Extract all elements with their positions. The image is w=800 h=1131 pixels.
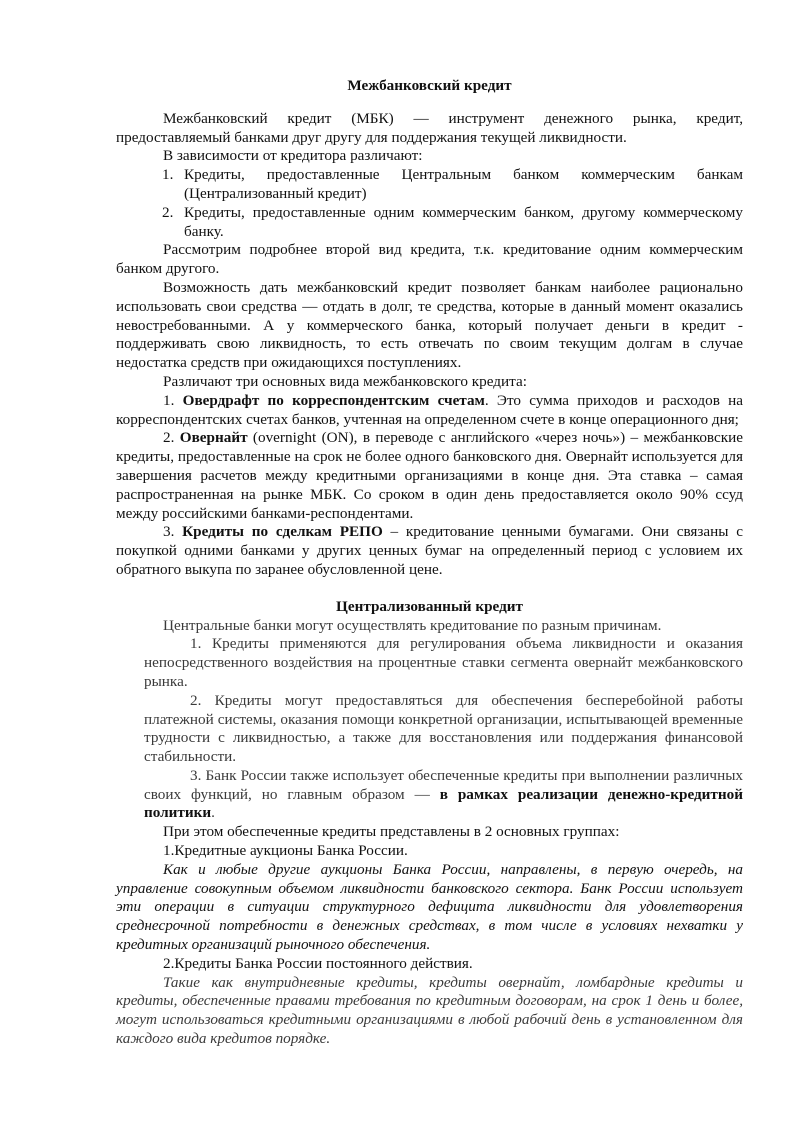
paragraph-definition: Межбанковский кредит (МБК) — инструмент денежного рынка, кредит, предоставляемый банками друг другу для поддержания текущей ликвидности. (116, 109, 743, 146)
list-item-text: Кредиты, предоставленные одним коммерческим банком, другому коммерческому банку. (184, 203, 743, 240)
type-name: Овернайт (179, 429, 248, 447)
list-item (162, 203, 743, 242)
central-reason-1: 1. Кредиты применяются для регулирования объема ликвидности и оказания непосредственного воздействия на процентные ставки сегмента овернайт межбанковского рынка. (144, 635, 743, 690)
document-title: Межбанковский кредит (347, 77, 512, 94)
paragraph-three-types: Различают три основных вида межбанковского кредита: (163, 372, 527, 390)
type-description: – кредитование ценными бумагами. Они связаны с покупкой одними банками у других ценных бумаг на определенный период с условием их обратного выкупа по заранее обусловленной цене. (116, 523, 744, 578)
list-item-number: 2. (162, 203, 174, 221)
paragraph-second-type: Рассмотрим подробнее второй вид кредита, т.к. кредитование одним коммерческим банком другого. (116, 241, 743, 278)
type-number: 3. (163, 523, 175, 541)
list-item-number: 1. (162, 166, 174, 184)
paragraph-group-2-heading: 2.Кредиты Банка России постоянного действия. (163, 954, 473, 972)
bold-phrase: в рамках реализации денежно-кредитной политики (144, 785, 743, 822)
type-name: Кредиты по сделкам РЕПО (182, 523, 383, 541)
paragraph-group-1-text: Как и любые другие аукционы Банка России, направлены, в первую очередь, на управление совокупным объемом ликвидности банковского сектора. Банк России использует эти операции в ситуации структурного дефицита ликвидности для удовлетворения среднесрочной потребности в денежных средствах, в том числе в условиях нехватки у кредитных организаций рыночного обеспечения. (116, 860, 743, 954)
list-item (162, 166, 743, 204)
central-reasons-list (116, 635, 743, 823)
creditor-list (116, 166, 743, 241)
type-description: (overnight (ON), в переводе с английского «через ночь») – межбанковские кредиты, предоставленные на срок не более одного банковского дня. Овернайт используется для завершения расчетов между кредитными организациями в конце дня. Эта ставка – самая распространенная на рынке МБК. Со сроком в один день предоставляется около 90% ссуд между российскими банками-респондентами. (116, 429, 744, 522)
paragraph-group-2-text: Такие как внутридневные кредиты, кредиты овернайт, ломбардные кредиты и кредиты, обеспеченные правами требования по кредитным договорам, на срок 1 день и более, могут использоваться кредитными организациями в любой рабочий день в установленном для каждого вида кредитов порядке. (116, 973, 743, 1048)
paragraph-possibility: Возможность дать межбанковский кредит позволяет банкам наиболее рационально использовать свои средства — отдать в долг, те средства, которые в данный момент оказались невостребованными. А у коммерческого банка, который получает деньги в кредит - поддерживать свою ликвидность, то есть отвечать по своим текущим долгам в случае недостатка средств при ожидающихся поступлениях. (116, 278, 743, 372)
type-description: . Это сумма приходов и расходов на корреспондентских счетах банков, учтенная на определенном счете в конце операционного дня; (116, 391, 743, 428)
list-item-text: Кредиты, предоставленные Центральным банком коммерческим банкам (Централизованный кредит) (184, 166, 743, 202)
type-number: 2. (163, 429, 175, 447)
document-page (116, 77, 743, 1049)
paragraph-overnight (116, 429, 743, 523)
central-reason-3: 3. Банк России также использует обеспеченные кредиты при выполнении различных своих функций, но главным образом — в рамках реализации денежно-кредитной политики. (144, 766, 743, 822)
paragraph-central-reasons: Центральные банки могут осуществлять кредитование по разным причинам. (163, 616, 662, 634)
type-number: 1. (163, 391, 175, 409)
type-name: Овердрафт по корреспондентским счетам (182, 391, 485, 409)
paragraph-repo (116, 523, 743, 579)
paragraph-secured-groups: При этом обеспеченные кредиты представлены в 2 основных группах: (163, 823, 620, 841)
paragraph-group-1-heading: 1.Кредитные аукционы Банка России. (163, 842, 408, 860)
paragraph-classification: В зависимости от кредитора различают: (163, 147, 423, 165)
section-title: Централизованный кредит (336, 597, 523, 615)
paragraph-overdraft (116, 392, 743, 430)
central-reason-2: 2. Кредиты могут предоставляться для обеспечения бесперебойной работы платежной системы, оказания помощи конкретной организации, испытывающей временные трудности с ликвидностью, а также для восстановления или поддержания финансовой стабильности. (144, 691, 743, 766)
